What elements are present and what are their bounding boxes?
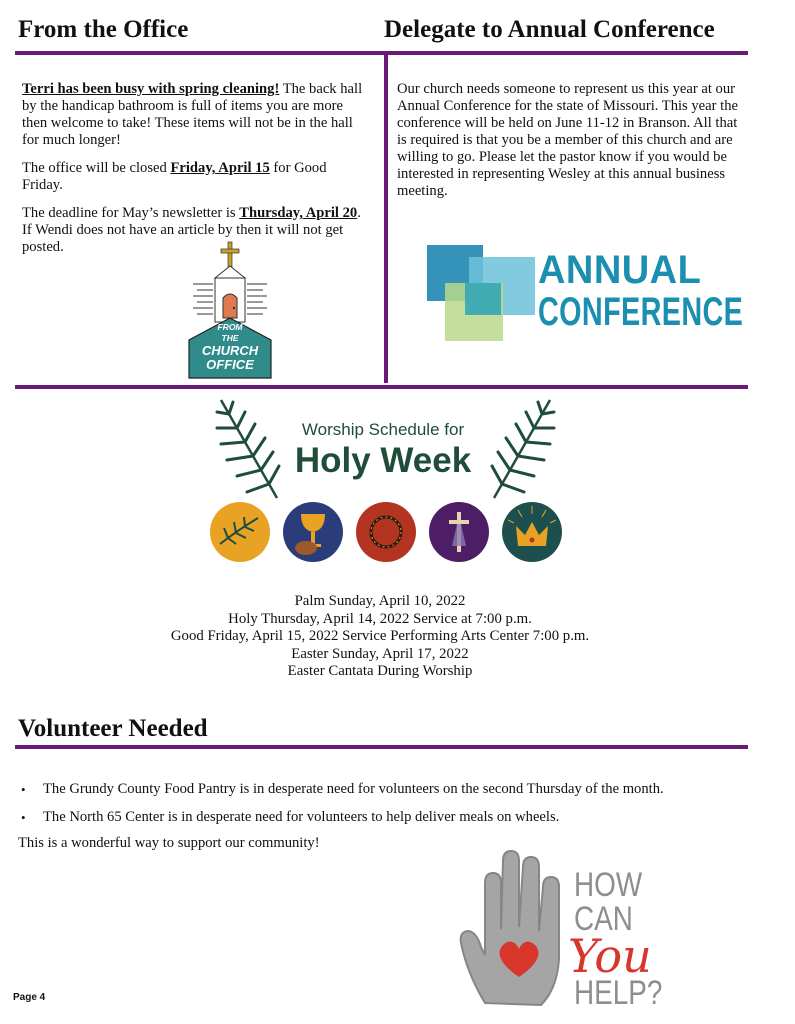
top-divider [15, 51, 748, 55]
volunteer-divider [15, 745, 748, 749]
holy-week-title: Holy Week [294, 441, 472, 480]
good-friday-icon [356, 502, 416, 562]
logo-conference: CONFERENCE [538, 290, 744, 334]
schedule-holy-thursday: Holy Thursday, April 14, 2022 Service at 7:00 p.m. [228, 610, 532, 627]
office-p3-tail: . If Wendi does not have an article by then it will not get posted. [22, 205, 361, 255]
logo-annual: ANNUAL [538, 248, 702, 292]
schedule-good-friday: Good Friday, April 15, 2022 Service Performing Arts Center 7:00 p.m. [170, 628, 590, 644]
column-divider [384, 55, 388, 383]
office-paragraph-2 [22, 160, 367, 194]
logo-text-the: THE [221, 333, 239, 343]
schedule-easter-cantata: Easter Cantata During Worship [287, 663, 473, 679]
office-closed-date: Friday, April 15 [170, 160, 270, 176]
easter-crown-icon [502, 502, 562, 562]
office-p1-bold: Terri has been busy with spring cleaning! [22, 81, 280, 97]
delegate-body: Our church needs someone to represent us this year at our Annual Conference for the state of Missouri. This year the conference will be held on June 11-12 in Branson. All that is required is that you be a member of this church and are willing to go. Please let the pastor know if you would be interested in representing Wesley at this annual business meeting. [397, 81, 738, 199]
how-can-you-help-text [568, 866, 682, 1012]
logo-text-office: OFFICE [206, 357, 254, 372]
office-p3-text: The deadline for May’s newsletter is [22, 205, 240, 221]
annual-conference-logo-text [538, 250, 795, 334]
holy-thursday-icon [283, 502, 343, 562]
volunteer-item-north-65: • The North 65 Center is in desperate need for volunteers to help deliver meals on wheels. [18, 809, 778, 826]
office-deadline-date: Thursday, April 20 [239, 205, 358, 221]
office-p1-text: The back hall by the handicap bathroom is full of items you are more then welcome to take! These items will not be in the hall for much longer! [22, 81, 363, 148]
annual-conference-logo-squares [425, 243, 540, 343]
office-p2-text: The office will be closed [22, 160, 171, 176]
holy-week-schedule [60, 593, 700, 681]
office-heading: From the Office [18, 16, 189, 43]
section-divider [15, 385, 748, 389]
easter-cross-icon [429, 502, 489, 562]
office-paragraph-1 [22, 81, 367, 149]
volunteer-heading: Volunteer Needed [18, 715, 208, 742]
schedule-easter-sunday: Easter Sunday, April 17, 2022 [291, 645, 469, 662]
page-number: Page 4 [13, 992, 46, 1003]
delegate-heading: Delegate to Annual Conference [384, 16, 715, 43]
palm-right-icon [488, 396, 558, 501]
volunteer-list [18, 781, 778, 837]
volunteer-item-food-pantry: • The Grundy County Food Pantry is in desperate need for volunteers on the second Thursday of the month. [18, 781, 778, 798]
logo-how: HOW [574, 866, 643, 904]
holy-week-subtitle: Worship Schedule for [301, 420, 465, 439]
logo-you: You [568, 929, 652, 983]
office-p2-tail: for Good Friday. [22, 160, 327, 193]
holy-week-icons [208, 500, 564, 564]
schedule-palm-sunday: Palm Sunday, April 10, 2022 [294, 593, 466, 609]
logo-help: HELP? [574, 974, 663, 1012]
helping-hand-icon [455, 843, 580, 1011]
palm-sunday-icon [210, 502, 270, 562]
logo-text-from: FROM [217, 322, 243, 332]
church-office-logo-text [189, 322, 271, 372]
logo-can: CAN [574, 900, 633, 938]
volunteer-closing: This is a wonderful way to support our community! [18, 835, 320, 851]
logo-text-church: CHURCH [201, 343, 259, 358]
